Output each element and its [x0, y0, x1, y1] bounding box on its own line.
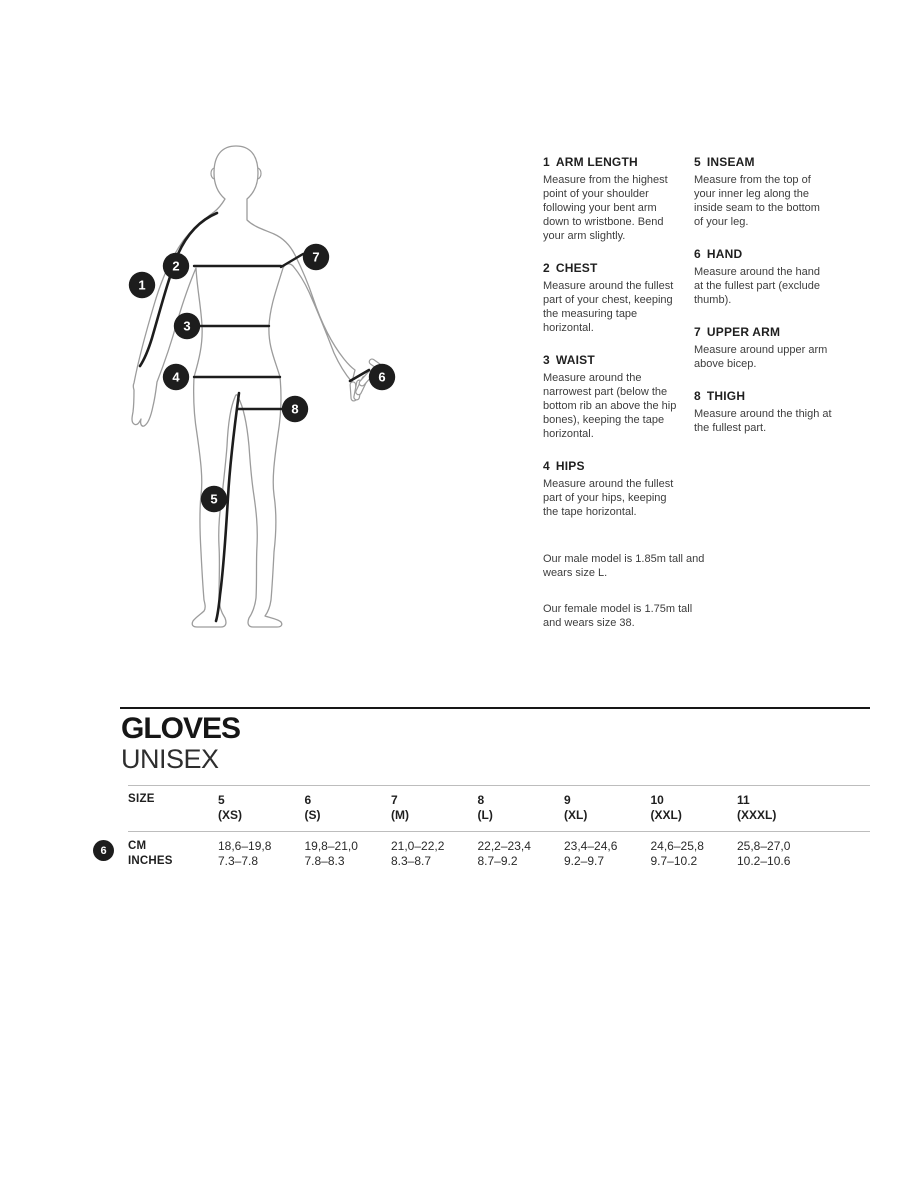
size-column-header: 7 (M) — [391, 793, 409, 822]
model-notes — [543, 552, 708, 652]
svg-text:2: 2 — [172, 258, 180, 274]
section-number: 2 — [543, 261, 550, 275]
section-heading — [543, 155, 681, 169]
svg-text:8: 8 — [291, 401, 299, 417]
marker-1-arm-length — [129, 272, 155, 298]
row-label-inches: INCHES — [128, 855, 173, 867]
section-number: 5 — [694, 155, 701, 169]
measure-section-hips — [543, 459, 681, 519]
marker-8-thigh — [282, 396, 308, 422]
body-measurement-diagram — [55, 125, 435, 650]
table-row-cm: CM 18,6–19,8 19,8–21,0 21,0–22,2 22,2–23,4 23,4–24,6 24,6–25,8 25,8–27,0 — [128, 839, 791, 853]
size-table-header — [128, 786, 870, 831]
section-body: Measure from the highest point of your shoulder following your bent arm down to wristbone. Bend your arm slightly. — [543, 174, 668, 242]
section-body: Measure around upper arm above bicep. — [694, 344, 828, 370]
male-model-note: Our male model is 1.85m tall and wears size L. — [543, 553, 705, 579]
section-title: INSEAM — [706, 155, 755, 169]
svg-text:4: 4 — [172, 369, 180, 385]
section-title: THIGH — [706, 389, 746, 403]
section-number: 6 — [694, 247, 701, 261]
measure-section-waist — [543, 353, 681, 441]
row-label-cm: CM — [128, 840, 147, 852]
size-column-header: 6 (S) — [304, 793, 321, 822]
section-title: HAND — [706, 247, 743, 261]
section-body: Measure around the fullest part of your chest, keeping the measuring tape horizontal. — [543, 280, 674, 334]
section-title: ARM LENGTH — [555, 155, 638, 169]
section-number: 1 — [543, 155, 550, 169]
table-row-inches: INCHES 7.3–7.8 7.8–8.3 8.3–8.7 8.7–9.2 9.2–9.7 9.7–10.2 10.2–10.6 — [128, 854, 791, 868]
section-number: 8 — [694, 389, 701, 403]
hand-measure-badge: 6 — [93, 840, 114, 861]
product-title: GLOVES — [121, 712, 241, 745]
marker-5-inseam — [201, 486, 227, 512]
section-title: HIPS — [555, 459, 585, 473]
size-column-header: 8 (L) — [477, 793, 493, 822]
measure-section-thigh — [694, 389, 832, 435]
section-heading — [694, 389, 832, 403]
section-body: Measure around the fullest part of your hips, keeping the tape horizontal. — [543, 478, 674, 518]
svg-text:3: 3 — [183, 318, 191, 334]
section-number: 7 — [694, 325, 701, 339]
product-subtitle: UNISEX — [121, 744, 219, 774]
section-heading — [694, 247, 832, 261]
marker-2-chest — [163, 253, 189, 279]
female-model-note: Our female model is 1.75m tall and wears size 38. — [543, 603, 693, 629]
svg-text:6: 6 — [378, 369, 386, 385]
size-column-header: 11 (XXXL) — [737, 793, 777, 822]
section-body: Measure from the top of your inner leg along the inside seam to the bottom of your leg. — [694, 174, 820, 228]
measure-section-upper-arm — [694, 325, 832, 371]
instructions-column-1 — [543, 155, 681, 537]
marker-3-waist — [174, 313, 200, 339]
size-column-header: 10 (XXL) — [650, 793, 682, 822]
size-table-body — [128, 832, 870, 869]
measure-section-hand — [694, 247, 832, 307]
marker-4-hips — [163, 364, 189, 390]
section-heading — [543, 353, 681, 367]
svg-text:5: 5 — [210, 491, 218, 507]
section-heading — [694, 155, 832, 169]
svg-text:1: 1 — [138, 277, 146, 293]
measure-section-arm-length — [543, 155, 681, 243]
section-body: Measure around the thigh at the fullest part. — [694, 408, 832, 434]
section-title: CHEST — [555, 261, 598, 275]
svg-text:7: 7 — [312, 249, 320, 265]
measure-section-inseam — [694, 155, 832, 229]
section-divider — [120, 707, 870, 709]
section-body: Measure around the hand at the fullest part (exclude thumb). — [694, 266, 820, 306]
size-column-header: 5 (XS) — [218, 793, 242, 822]
size-header-label: SIZE — [128, 793, 155, 805]
marker-6-hand — [369, 364, 395, 390]
section-title: UPPER ARM — [706, 325, 781, 339]
marker-7-upper-arm — [303, 244, 329, 270]
section-title: WAIST — [555, 353, 595, 367]
size-column-header: 9 (XL) — [564, 793, 588, 822]
section-body: Measure around the narrowest part (below the bottom rib an above the hip bones), keeping the tape horizontal. — [543, 372, 677, 440]
product-title-block — [121, 713, 240, 774]
instructions-column-2 — [694, 155, 832, 453]
section-number: 4 — [543, 459, 550, 473]
section-heading — [694, 325, 832, 339]
measure-section-chest — [543, 261, 681, 335]
section-number: 3 — [543, 353, 550, 367]
section-heading — [543, 261, 681, 275]
section-heading — [543, 459, 681, 473]
size-table — [128, 785, 870, 869]
